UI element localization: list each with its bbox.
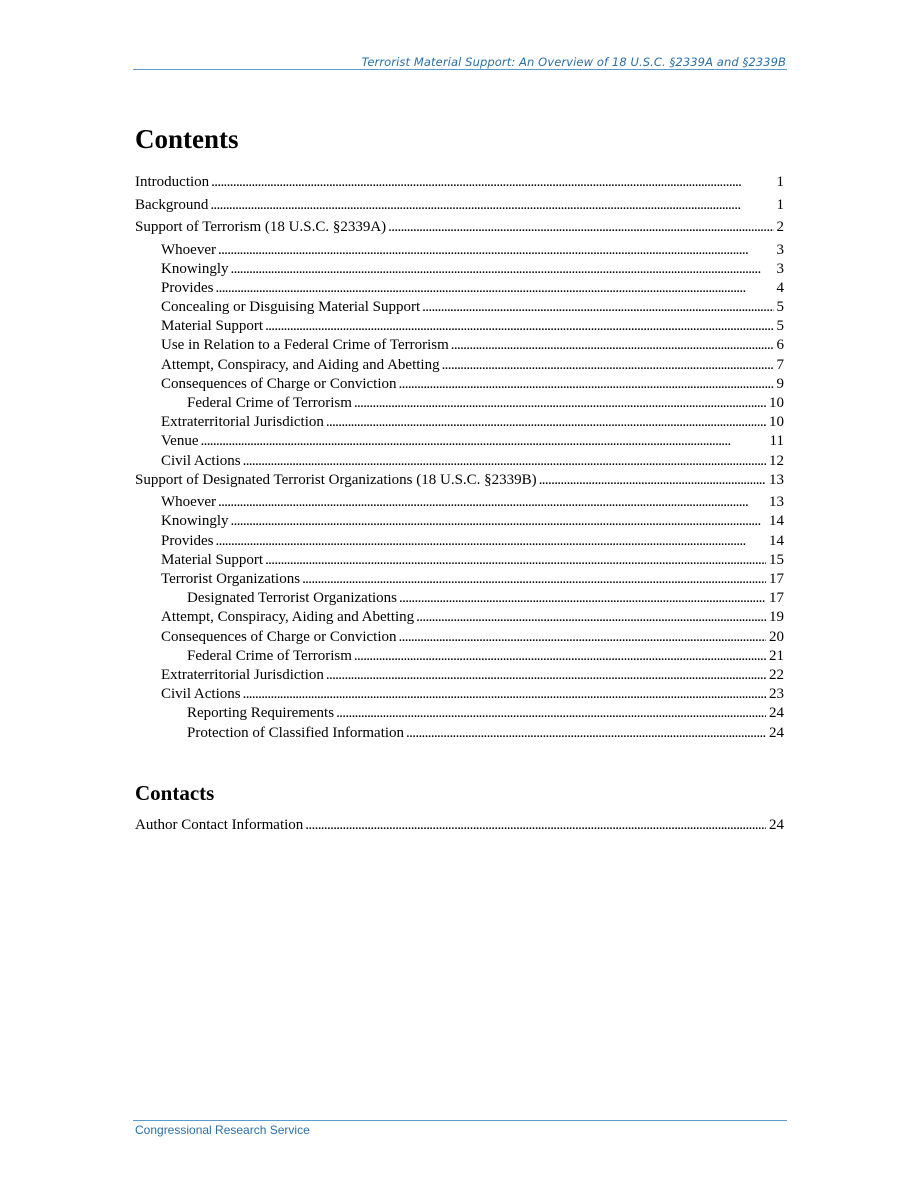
toc-entry-label: Background [135, 196, 209, 213]
toc-entry-label: Knowingly [161, 260, 229, 277]
dot-leader [218, 494, 766, 511]
toc-entry-page-number: 6 [776, 337, 784, 354]
contacts-heading: Contacts [135, 781, 215, 805]
toc-entry-page-number: 7 [776, 356, 784, 373]
toc-entry-label: Material Support [161, 318, 264, 335]
toc-entry[interactable] [135, 533, 784, 552]
toc-entry[interactable] [135, 299, 784, 318]
dot-leader [399, 590, 766, 607]
toc-entry-page-number: 9 [776, 375, 784, 392]
toc-entry[interactable] [135, 494, 784, 513]
toc-entry[interactable] [135, 261, 784, 280]
contents-list [135, 174, 784, 744]
toc-entry[interactable] [135, 648, 784, 667]
toc-entry[interactable] [135, 472, 784, 495]
dot-leader [451, 337, 774, 354]
footer-rule [133, 1120, 787, 1121]
toc-entry-label: Venue [161, 433, 199, 450]
toc-entry[interactable] [135, 571, 784, 590]
toc-entry-label: Concealing or Disguising Material Support [161, 299, 421, 316]
dot-leader [416, 609, 766, 626]
toc-entry-label: Knowingly [161, 513, 229, 530]
toc-entry-page-number: 5 [776, 318, 784, 335]
toc-entry-page-number: 12 [769, 452, 784, 469]
toc-entry[interactable] [135, 280, 784, 299]
toc-entry[interactable] [135, 376, 784, 395]
toc-entry-page-number: 24 [769, 724, 784, 741]
toc-entry-page-number: 19 [769, 609, 784, 626]
toc-entry-page-number: 10 [769, 395, 784, 411]
toc-entry-page-number: 13 [769, 494, 784, 511]
toc-entry[interactable] [135, 197, 784, 220]
toc-entry-page-number: 14 [769, 513, 784, 530]
dot-leader [243, 686, 766, 703]
header-rule [133, 69, 787, 70]
toc-entry-page-number: 14 [769, 532, 784, 549]
dot-leader [211, 174, 773, 191]
toc-entry-label: Terrorist Organizations [161, 571, 301, 587]
toc-entry-page-number: 22 [769, 666, 784, 683]
toc-entry-page-number: 15 [769, 551, 784, 568]
toc-entry[interactable] [135, 725, 784, 744]
toc-entry-page-number: 20 [769, 628, 784, 645]
toc-entry-label: Reporting Requirements [187, 705, 335, 722]
dot-leader [231, 513, 767, 530]
toc-entry-page-number: 13 [769, 471, 784, 488]
dot-leader [336, 705, 766, 722]
toc-entry-label: Federal Crime of Terrorism [187, 647, 352, 664]
toc-entry-page-number: 24 [769, 817, 784, 833]
dot-leader [305, 817, 766, 834]
toc-entry-label: Designated Terrorist Organizations [187, 590, 398, 607]
toc-entry-label: Material Support [161, 551, 264, 568]
toc-entry-label: Attempt, Conspiracy, Aiding and Abetting [161, 609, 415, 626]
toc-entry[interactable] [135, 337, 784, 356]
toc-entry[interactable] [135, 453, 784, 472]
dot-leader [354, 395, 766, 412]
toc-entry-page-number: 10 [769, 414, 784, 431]
toc-entry[interactable] [135, 609, 784, 628]
dot-leader [265, 552, 766, 569]
dot-leader [326, 414, 766, 431]
toc-entry-page-number: 4 [776, 279, 784, 296]
footer-organization: Congressional Research Service [135, 1123, 310, 1137]
toc-entry[interactable] [135, 174, 784, 197]
toc-entry[interactable] [135, 667, 784, 686]
toc-entry-label: Attempt, Conspiracy, and Aiding and Abetting [161, 356, 440, 373]
dot-leader [422, 299, 773, 316]
contacts-list [135, 817, 784, 840]
dot-leader [354, 648, 766, 665]
toc-entry[interactable] [135, 219, 784, 242]
dot-leader [210, 197, 773, 214]
toc-entry-page-number: 1 [776, 196, 784, 213]
toc-entry-page-number: 2 [776, 219, 784, 235]
toc-entry[interactable] [135, 590, 784, 609]
dot-leader [243, 453, 766, 470]
dot-leader [302, 571, 766, 588]
toc-entry-label: Civil Actions [161, 686, 241, 703]
toc-entry[interactable] [135, 513, 784, 532]
dot-leader [218, 242, 774, 259]
toc-entry[interactable] [135, 686, 784, 705]
dot-leader [326, 667, 766, 684]
toc-entry-label: Extraterritorial Jurisdiction [161, 414, 324, 431]
toc-entry-label: Whoever [161, 494, 216, 511]
toc-entry-label: Provides [161, 532, 214, 549]
toc-entry[interactable] [135, 414, 784, 433]
dot-leader [216, 533, 767, 550]
dot-leader [399, 376, 774, 393]
toc-entry-label: Whoever [161, 241, 216, 258]
dot-leader [231, 261, 774, 278]
dot-leader [539, 472, 766, 489]
toc-entry[interactable] [135, 629, 784, 648]
toc-entry[interactable] [135, 705, 784, 724]
toc-entry-page-number: 1 [776, 174, 784, 190]
toc-entry-label: Extraterritorial Jurisdiction [161, 666, 324, 683]
toc-entry-page-number: 24 [769, 705, 784, 722]
toc-entry[interactable] [135, 817, 784, 840]
contents-heading: Contents [135, 124, 239, 154]
toc-entry-page-number: 17 [769, 590, 784, 607]
toc-entry-label: Support of Terrorism (18 U.S.C. §2339A) [135, 219, 387, 235]
dot-leader [216, 280, 774, 297]
toc-entry-page-number: 21 [769, 647, 784, 664]
toc-entry-label: Provides [161, 279, 214, 296]
toc-entry-page-number: 3 [776, 260, 784, 277]
toc-entry-page-number: 17 [769, 571, 784, 587]
toc-entry-label: Federal Crime of Terrorism [187, 395, 352, 411]
toc-entry-page-number: 11 [769, 433, 784, 450]
toc-entry[interactable] [135, 552, 784, 571]
dot-leader [201, 433, 767, 450]
dot-leader [406, 725, 766, 742]
toc-entry[interactable] [135, 357, 784, 376]
toc-entry-label: Civil Actions [161, 452, 241, 469]
dot-leader [399, 629, 766, 646]
toc-entry-label: Consequences of Charge or Conviction [161, 628, 397, 645]
toc-entry-label: Protection of Classified Information [187, 724, 405, 741]
toc-entry[interactable] [135, 242, 784, 261]
toc-entry[interactable] [135, 395, 784, 414]
toc-entry[interactable] [135, 433, 784, 452]
toc-entry-page-number: 23 [769, 686, 784, 703]
toc-entry-label: Consequences of Charge or Conviction [161, 375, 397, 392]
toc-entry-label: Author Contact Information [135, 817, 304, 833]
dot-leader [442, 357, 774, 374]
running-header-title: Terrorist Material Support: An Overview of 18 U.S.C. §2339A and §2339B [361, 55, 786, 69]
toc-entry-page-number: 3 [776, 241, 784, 258]
dot-leader [265, 318, 773, 335]
toc-entry-label: Support of Designated Terrorist Organizations (18 U.S.C. §2339B) [135, 471, 537, 488]
toc-entry-label: Use in Relation to a Federal Crime of Terrorism [161, 337, 449, 354]
toc-entry[interactable] [135, 318, 784, 337]
dot-leader [388, 219, 773, 236]
toc-entry-page-number: 5 [776, 299, 784, 316]
toc-entry-label: Introduction [135, 174, 210, 190]
